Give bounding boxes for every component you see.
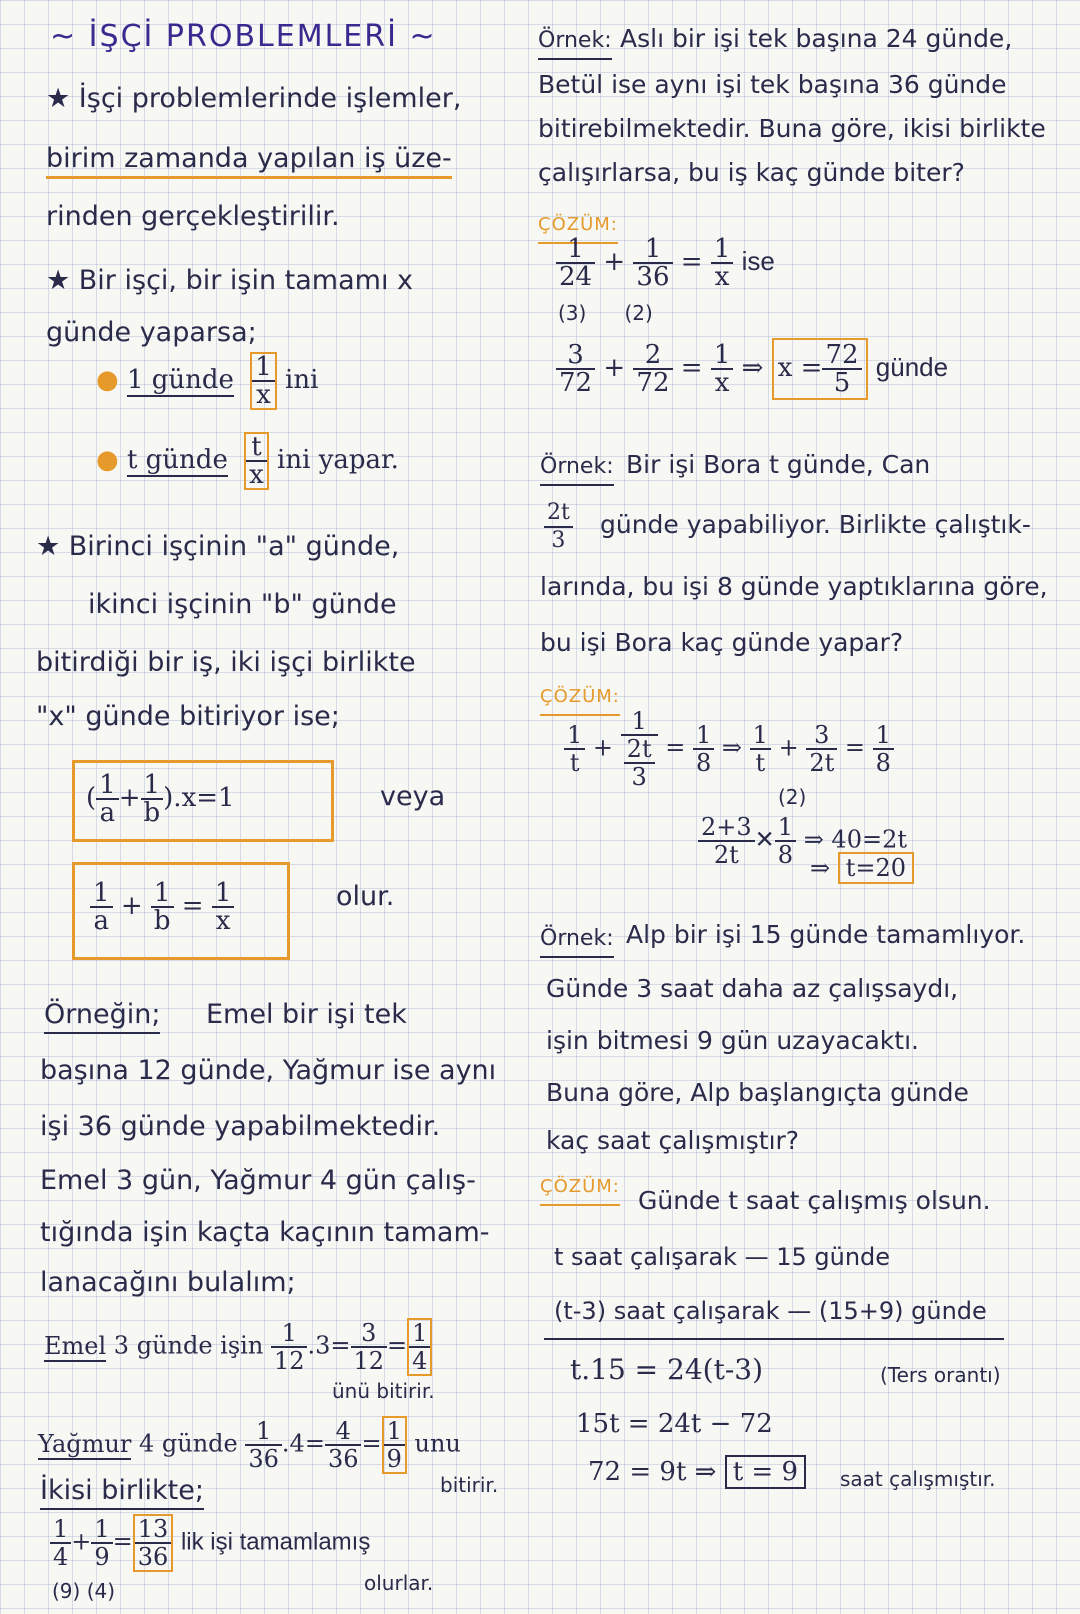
ex3-line-2: Günde 3 saat daha az çalışsaydı, [546, 974, 959, 1003]
example-line-5: tığında işin kaçta kaçının tamam- [40, 1217, 490, 1248]
ex1-label: Örnek: [538, 24, 612, 60]
rule1-line-1: ★ Bir işçi, bir işin tamamı x [46, 265, 414, 296]
ex1-answer: x = $\frac{72}{5}$ [772, 338, 868, 400]
formula-2-olur: olur. [336, 881, 395, 912]
ex3-answer: t = 9 [725, 1455, 806, 1489]
ex3-row-1: t saat çalışarak — 15 günde [554, 1243, 891, 1271]
ex3-solution-label: ÇÖZÜM: [540, 1170, 620, 1206]
bullet-t-days-suffix: ini yapar. [277, 445, 399, 475]
ex1-line-1: Aslı bir işi tek başına 24 günde, [620, 24, 1013, 53]
ex1-multipliers: (3) (2) [558, 301, 653, 325]
rule1-line-2: günde yaparsa; [46, 317, 257, 348]
formula-1-veya: veya [380, 781, 446, 812]
both-multipliers: (9) (4) [52, 1579, 116, 1603]
bullet-one-day-label: 1 günde [126, 365, 234, 395]
emel-result: ünü bitirir. [332, 1379, 435, 1403]
ex2-line-2: günde yapabiliyor. Birlikte çalıştık- [600, 510, 1031, 539]
ex3-intro: Günde t saat çalışmış olsun. [638, 1186, 991, 1215]
page-title: ~ İŞÇİ PROBLEMLERİ ~ [50, 19, 437, 54]
rule2-line-3: bitirdiği bir iş, iki işçi birlikte [36, 647, 416, 678]
left-column [0, 0, 530, 1614]
ex3-step-2: 72 = 9t ⇒ t = 9 [588, 1456, 806, 1488]
ex1-step-1: $\frac{1}{24}$ + $\frac{1}{36}$ = $\frac{1}{x}$ ise [556, 236, 775, 290]
ex3-line-1: Alp bir işi 15 günde tamamlıyor. [626, 920, 1026, 949]
right-column [530, 0, 1080, 1614]
ex1-line-2: Betül ise aynı işi tek başına 36 günde [538, 70, 1007, 99]
ex3-result-text: saat çalışmıştır. [840, 1467, 996, 1491]
ex1-step-2: $\frac{3}{72}$ + $\frac{2}{72}$ = $\frac{1}{x}$ ⇒ x = $\frac{72}{5}$ günde [556, 338, 948, 400]
ex3-equation: t.15 = 24(t-3) [570, 1353, 764, 1386]
ex3-line-3: işin bitmesi 9 gün uzayacaktı. [546, 1026, 919, 1055]
bullet-t-days: ● t günde $\frac{t}{x}$ ini yapar. [96, 432, 399, 490]
ex2-step-1: $\frac{1}{t}$ + $\frac{1}{\frac{2t}{3}}$ = $\frac{1}{8}$ ⇒ $\frac{1}{t}$ + $\frac{3}{2t}$ = $\frac{1}{8}$ [564, 708, 894, 790]
ex3-label: Örnek: [540, 922, 614, 958]
both-calc: $\frac{1}{4}$ + $\frac{1}{9}$ = $\frac{13}{36}$ lik işi tamamlamış [50, 1514, 370, 1572]
ex2-multiplier: (2) [778, 785, 807, 809]
ex1-solution-label: ÇÖZÜM: [538, 208, 618, 244]
bullet-t-days-label: t günde [126, 445, 228, 475]
ex3-row-2: (t-3) saat çalışarak — (15+9) günde [554, 1297, 987, 1325]
yagmur-calc: Yağmur 4 günde $\frac{1}{36}$ .4= $\frac{4}{36}$ = $\frac{1}{9}$ unu [38, 1417, 461, 1473]
ex2-line-3: larında, bu işi 8 günde yaptıklarına göre, [540, 572, 1048, 601]
emel-calc: Emel 3 günde işin $\frac{1}{12}$ .3= $\frac{3}{12}$ = $\frac{1}{4}$ [44, 1318, 432, 1376]
ex2-step-2: $\frac{2+3}{2t}$ ✕ $\frac{1}{8}$ ⇒ 40=2t [698, 814, 907, 868]
ex2-label: Örnek: [540, 450, 614, 486]
ex3-line-4: Buna göre, Alp başlangıçta günde [546, 1078, 969, 1107]
rule2-line-4: "x" günde bitiriyor ise; [36, 701, 340, 732]
both-label: İkisi birlikte; [40, 1474, 204, 1510]
example-line-2: başına 12 günde, Yağmur ise aynı [40, 1055, 497, 1086]
ex2-result: ⇒ t=20 [810, 852, 914, 884]
example-line-4: Emel 3 gün, Yağmur 4 gün çalış- [40, 1165, 476, 1196]
rule2-line-2: ikinci işçinin "b" günde [88, 589, 397, 620]
both-result: olurlar. [364, 1571, 434, 1595]
yagmur-result: bitirir. [440, 1473, 499, 1497]
ex3-line-5: kaç saat çalışmıştır? [546, 1126, 800, 1155]
ex2-line-4: bu işi Bora kaç günde yapar? [540, 628, 904, 657]
rule2-line-1: ★ Birinci işçinin "a" günde, [36, 531, 400, 562]
ex1-line-4: çalışırlarsa, bu iş kaç günde biter? [538, 158, 965, 187]
bullet-one-day-suffix: ini [285, 365, 319, 395]
intro-line-3: rinden gerçekleştirilir. [46, 201, 340, 232]
fraction-1-over-x: $\frac{1}{x}$ [250, 352, 277, 410]
formula-1: ( $\frac{1}{a}$ + $\frac{1}{b}$ ).x=1 [86, 770, 235, 828]
example-line-3: işi 36 günde yapabilmektedir. [40, 1111, 441, 1142]
ex2-fraction: $\frac{2t}{3}$ [544, 500, 573, 554]
ex3-note: (Ters orantı) [880, 1363, 1001, 1387]
ex2-line-1: Bir işi Bora t günde, Can [626, 450, 931, 479]
fraction-t-over-x: $\frac{t}{x}$ [244, 432, 269, 490]
ex3-step-1: 15t = 24t − 72 [576, 1409, 773, 1439]
example-line-6: lanacağını bulalım; [40, 1267, 296, 1298]
ex1-line-3: bitirebilmektedir. Buna göre, ikisi birlikte [538, 114, 1046, 143]
ex3-divider [544, 1338, 1004, 1340]
formula-2: $\frac{1}{a}$ + $\frac{1}{b}$ = $\frac{1}{x}$ [90, 880, 234, 934]
bullet-one-day: ● 1 günde $\frac{1}{x}$ ini [96, 352, 319, 410]
ex2-solution-label: ÇÖZÜM: [540, 680, 620, 716]
intro-line-2: birim zamanda yapılan iş üze- [46, 142, 452, 179]
intro-line-1: ★ İşçi problemlerinde işlemler, [46, 83, 462, 114]
example-label: Örneğin; [44, 998, 160, 1034]
example-line-1: Emel bir işi tek [206, 999, 407, 1030]
